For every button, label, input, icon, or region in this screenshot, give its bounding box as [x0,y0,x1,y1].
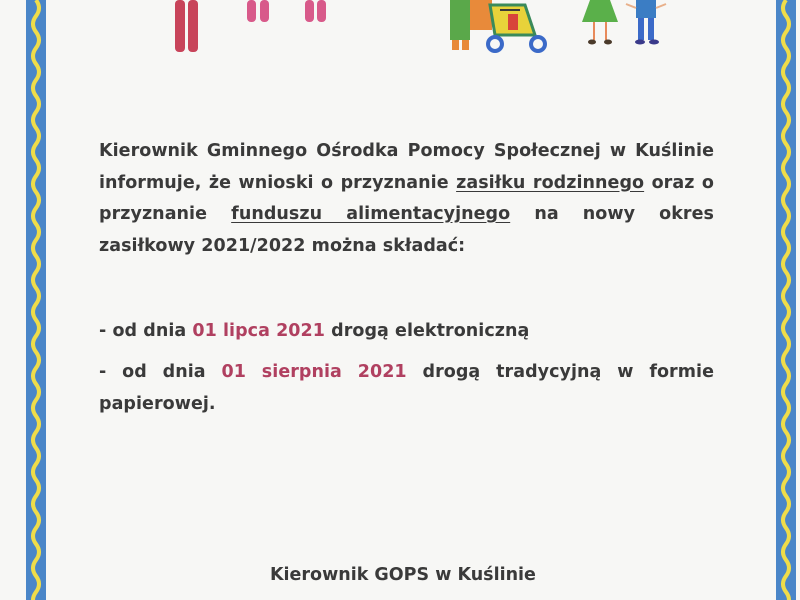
signature: Kierownik GOPS w Kuślinie [270,565,536,585]
item1-prefix: - od dnia [99,321,193,341]
family-allowance-term: zasiłku rodzinnego [456,172,645,193]
left-decorative-border [26,0,46,600]
paper-date: 01 sierpnia 2021 [221,362,407,382]
child-icon [570,0,690,60]
family-illustration [0,0,800,70]
item2-prefix: - od dnia [99,362,222,382]
intro-text-2: oraz o przyznanie [99,172,714,224]
list-item-electronic [99,316,714,348]
right-decorative-border [776,0,796,600]
announcement-body [99,136,714,414]
item1-suffix: drogą elektroniczną [325,321,530,341]
intro-paragraph [99,136,714,262]
intro-text-3: na nowy okres zasiłkowy 2021/2022 można składać: [99,204,714,256]
stroller-icon [480,0,560,60]
intro-text-1: Kierownik Gminnego Ośrodka Pomocy Społecznej w Kuślinie informuje, że wnioski o przyznanie [99,141,714,193]
electronic-date: 01 lipca 2021 [192,321,325,341]
alimony-fund-term: funduszu alimentacyjnego [231,204,511,224]
item2-suffix: drogą tradycyjną w formie papierowej. [99,362,714,414]
list-item-paper [99,357,714,420]
